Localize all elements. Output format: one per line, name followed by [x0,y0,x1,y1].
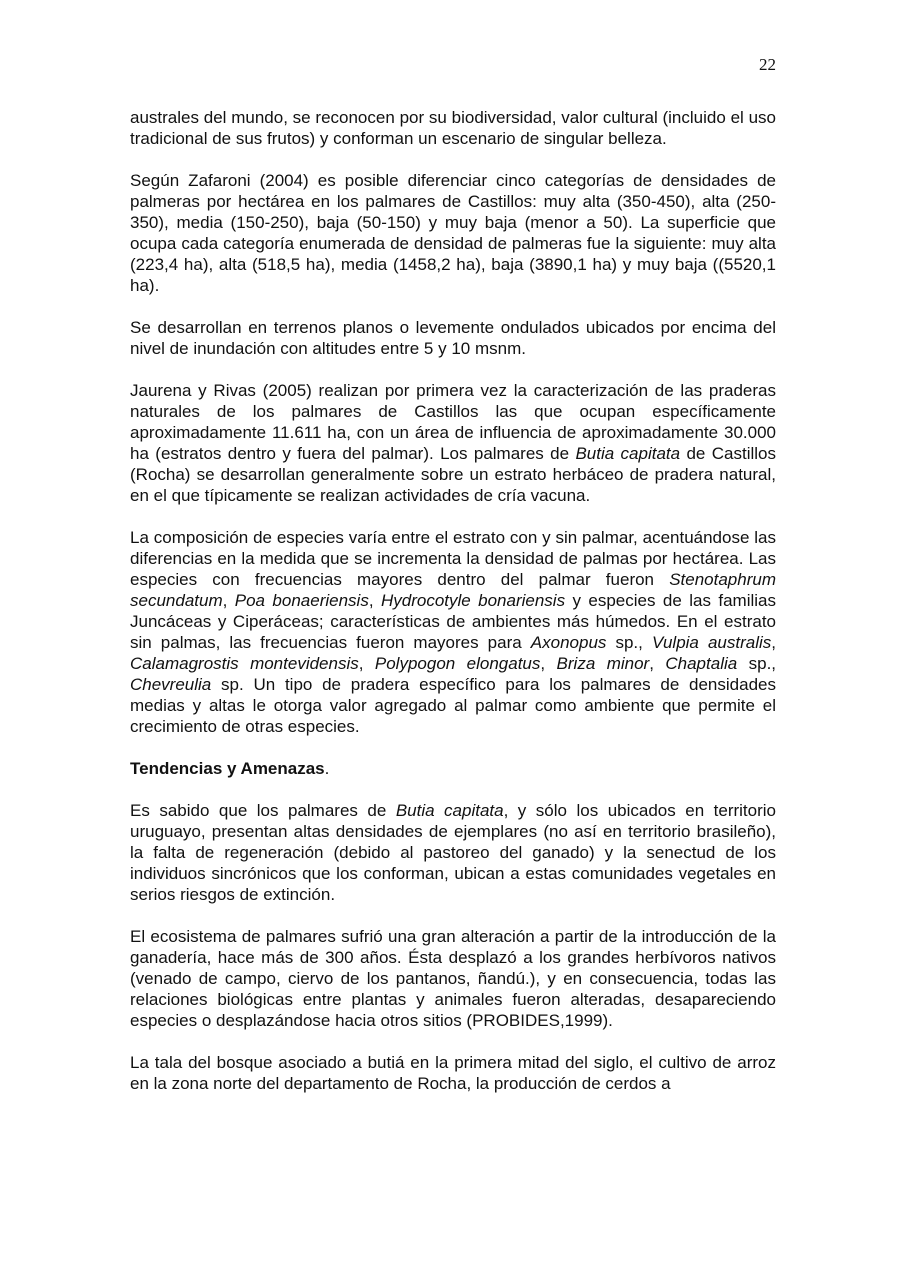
paragraph-3: Se desarrollan en terrenos planos o levemente ondulados ubicados por encima del nivel de inundación con altitudes entre 5 y 10 msnm. [130,318,776,358]
document-body [130,107,776,1094]
paragraph-8: La tala del bosque asociado a butiá en la primera mitad del siglo, el cultivo de arroz en la zona norte del departamento de Rocha, la producción de cerdos a [130,1053,776,1093]
species-name: Vulpia australis [651,633,772,652]
species-name: Briza minor [556,654,650,673]
species-name: Calamagrostis montevidensis [130,654,359,673]
paragraph-7: El ecosistema de palmares sufrió una gran alteración a partir de la introducción de la ganadería, hace más de 300 años. Ésta desplazó a los grandes herbívoros nativos (venado de campo, ciervo de los pantanos, ñandú.), y en consecuencia, todas las relaciones biológicas entre plantas y animales fueron alteradas, desapareciendo especies o desplazándose hacia otros sitios (PROBIDES,1999). [130,927,776,1030]
section-heading: Tendencias y Amenazas. [130,759,330,778]
species-name: Butia capitata [575,444,681,463]
species-name: Hydrocotyle bonariensis [380,591,566,610]
species-name: Chevreulia [130,675,212,694]
page-number: 22 [759,55,776,74]
paragraph-4: Jaurena y Rivas (2005) realizan por primera vez la caracterización de las praderas naturales de los palmares de Castillos las que ocupan específicamente aproximadamente 11.611 ha, con un área de influencia de aproximadamente 30.000 ha (estratos dentro y fuera del palmar). Los palmares de Butia capitata de Castillos (Rocha) se desarrollan generalmente sobre un estrato herbáceo de pradera natural, en el que típicamente se realizan actividades de cría vacuna. [130,381,776,505]
species-name: Poa bonaeriensis [234,591,369,610]
species-name: Axonopus [530,633,607,652]
species-name: Butia capitata [395,801,504,820]
species-name: Polypogon elongatus [374,654,541,673]
paragraph-1: australes del mundo, se reconocen por su biodiversidad, valor cultural (incluido el uso tradicional de sus frutos) y conforman un escenario de singular belleza. [130,108,776,148]
paragraph-2: Según Zafaroni (2004) es posible diferenciar cinco categorías de densidades de palmeras por hectárea en los palmares de Castillos: muy alta (350-450), alta (250-350), media (150-250), baja (50-150) y muy baja (menor a 50). La superficie que ocupa cada categoría enumerada de densidad de palmeras fue la siguiente: muy alta (223,4 ha), alta (518,5 ha), media (1458,2 ha), baja (3890,1 ha) y muy baja ((5520,1 ha). [130,171,776,295]
species-name: Stenotaphrum secundatum [130,570,776,610]
species-name: Chaptalia [665,654,738,673]
paragraph-6: Es sabido que los palmares de Butia capitata, y sólo los ubicados en territorio uruguayo, presentan altas densidades de ejemplares (no así en territorio brasileño), la falta de regeneración (debido al pastoreo del ganado) y la senectud de los individuos sincrónicos que los conforman, ubican a estas comunidades vegetales en serios riesgos de extinción. [130,801,776,904]
paragraph-5: La composición de especies varía entre el estrato con y sin palmar, acentuándose las diferencias en la medida que se incrementa la densidad de palmas por hectárea. Las especies con frecuencias mayores dentro del palmar fueron Stenotaphrum secundatum, Poa bonaeriensis, Hydrocotyle bonariensis y especies de las familias Juncáceas y Ciperáceas; características de ambientes más húmedos. En el estrato sin palmas, las frecuencias fueron mayores para Axonopus sp., Vulpia australis, Calamagrostis montevidensis, Polypogon elongatus, Briza minor, Chaptalia sp., Chevreulia sp. Un tipo de pradera específico para los palmares de densidades medias y altas le otorga valor agregado al palmar como ambiente que permite el crecimiento de otras especies. [130,528,777,736]
